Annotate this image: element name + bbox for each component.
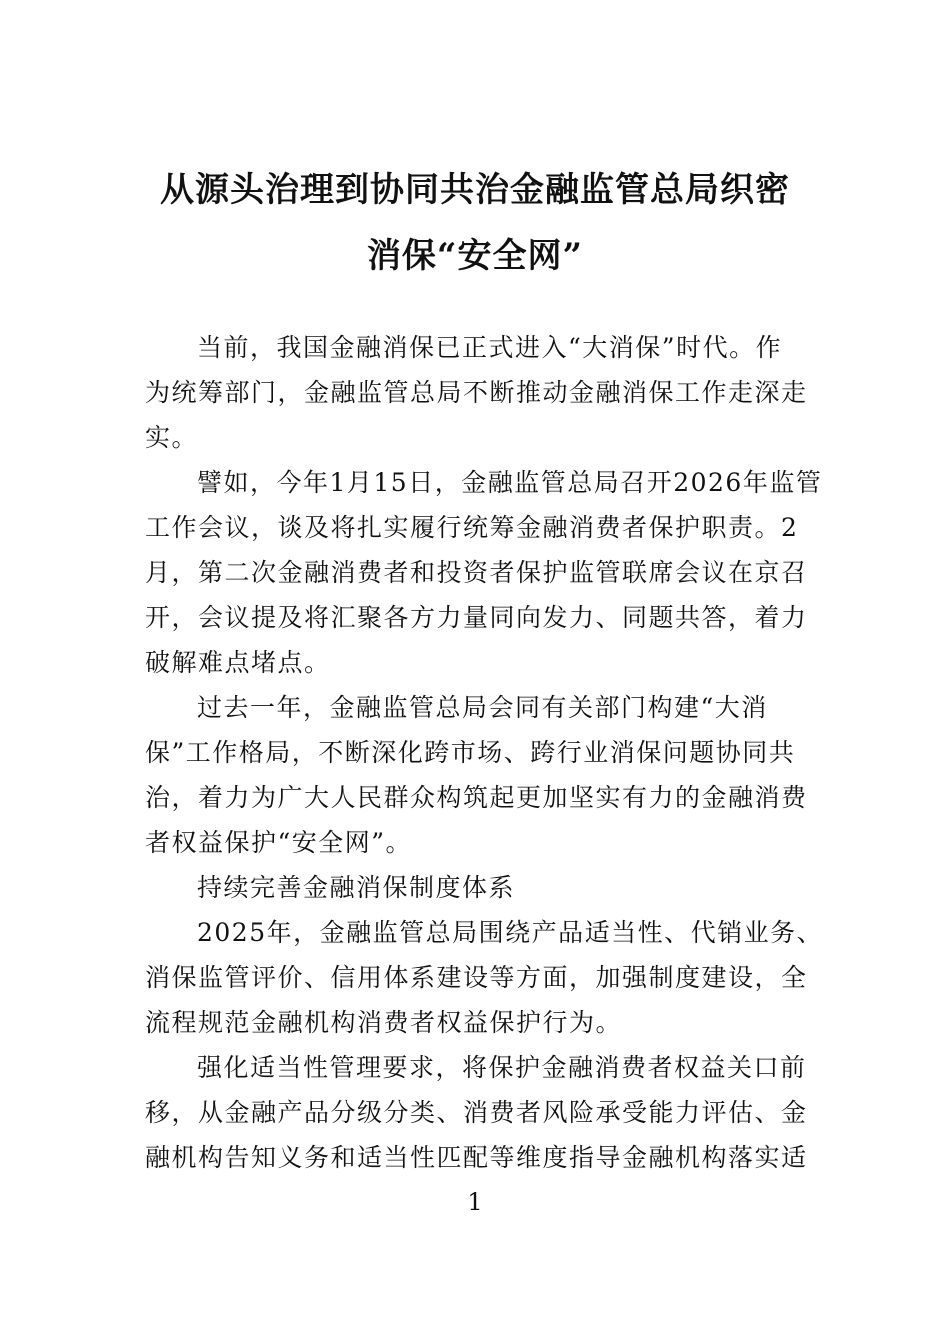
text-line: 2025年，金融监管总局围绕产品适当性、代销业务、	[197, 918, 824, 947]
text-line: 者权益保护“安全网”。	[145, 828, 413, 857]
document-body	[145, 325, 824, 1180]
paragraph	[145, 685, 815, 865]
paragraph	[145, 460, 823, 685]
text-line: 为统筹部门，金融监管总局不断推动金融消保工作走深走	[145, 378, 808, 407]
page-number: 1	[467, 1188, 483, 1216]
text-line: 持续完善金融消保制度体系	[197, 873, 516, 902]
text-line: 譬如，今年1月15日，金融监管总局召开2026年监管	[197, 468, 823, 497]
text-line: 工作会议，谈及将扎实履行统筹金融消费者保护职责。2	[145, 513, 799, 542]
text-line: 保”工作格局，不断深化跨市场、跨行业消保问题协同共	[145, 738, 796, 767]
text-line: 破解难点堵点。	[145, 648, 331, 677]
paragraph	[145, 865, 815, 910]
text-line: 融机构告知义务和适当性匹配等维度指导金融机构落实适	[145, 1143, 808, 1172]
text-line: 流程规范金融机构消费者权益保护行为。	[145, 1008, 623, 1037]
text-line: 过去一年，金融监管总局会同有关部门构建“大消	[197, 693, 768, 722]
text-line: 开，会议提及将汇聚各方力量同向发力、同题共答，着力	[145, 603, 808, 632]
document-title-line-1: 从源头治理到协同共治金融监管总局织密	[160, 170, 790, 210]
text-line: 当前，我国金融消保已正式进入“大消保”时代。作	[197, 333, 783, 362]
text-line: 移，从金融产品分级分类、消费者风险承受能力评估、金	[145, 1098, 808, 1127]
document-title-line-2: 消保“安全网”	[366, 236, 584, 276]
paragraph	[145, 1045, 815, 1180]
paragraph	[145, 325, 815, 460]
text-line: 实。	[145, 423, 199, 452]
text-line: 消保监管评价、信用体系建设等方面，加强制度建设，全	[145, 963, 808, 992]
text-line: 月，第二次金融消费者和投资者保护监管联席会议在京召	[145, 558, 808, 587]
text-line: 治，着力为广大人民群众构筑起更加坚实有力的金融消费	[145, 783, 808, 812]
text-line: 强化适当性管理要求，将保护金融消费者权益关口前	[197, 1053, 807, 1082]
paragraph	[145, 910, 824, 1045]
